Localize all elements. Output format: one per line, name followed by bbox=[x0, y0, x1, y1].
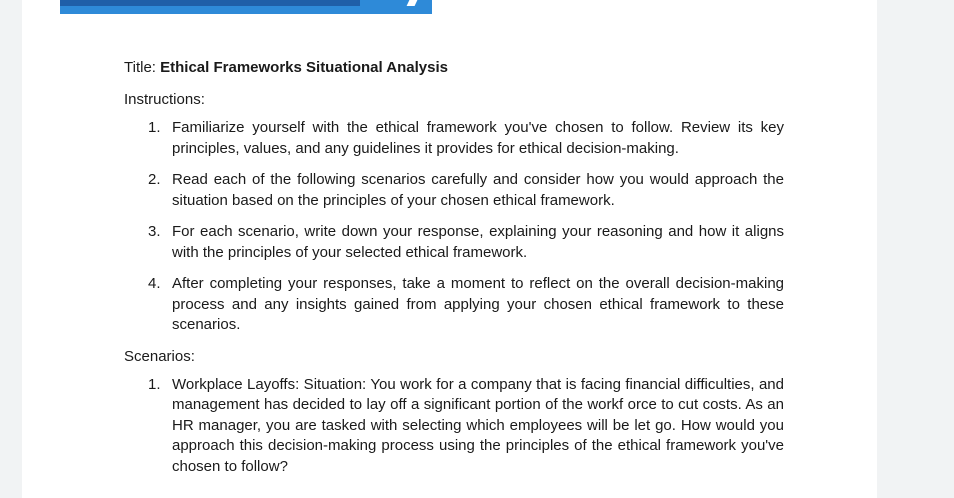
list-item-number: 3. bbox=[148, 223, 161, 240]
list-item bbox=[124, 222, 784, 263]
document-body bbox=[124, 58, 784, 477]
list-item-number: 1. bbox=[148, 119, 161, 136]
list-item-number: 4. bbox=[148, 275, 161, 292]
instructions-heading: Instructions: bbox=[124, 91, 205, 108]
list-item-text: Read each of the following scenarios carefully and consider how you would approach the situation based on the principles of your chosen ethical framework. bbox=[172, 171, 784, 209]
list-item bbox=[124, 375, 784, 478]
list-item-text: After completing your responses, take a moment to reflect on the overall decision-making process and any insights gained from applying your chosen ethical framework to these scenarios. bbox=[172, 275, 784, 333]
list-item-number: 1. bbox=[148, 375, 161, 393]
list-item bbox=[124, 170, 784, 211]
title-text: Ethical Frameworks Situational Analysis bbox=[160, 59, 448, 76]
list-item-number: 2. bbox=[148, 171, 161, 188]
scenarios-heading: Scenarios: bbox=[124, 347, 195, 365]
list-item-text: For each scenario, write down your response, explaining your reasoning and how it aligns with the principles of your selected ethical framework. bbox=[172, 223, 784, 261]
header-banner-accent bbox=[60, 0, 360, 6]
list-item-text: Familiarize yourself with the ethical framework you've chosen to follow. Review its key principles, values, and any guidelines it provides for ethical decision-making. bbox=[172, 119, 784, 157]
list-item bbox=[124, 274, 784, 336]
title-label: Title: bbox=[124, 59, 156, 76]
list-item bbox=[124, 118, 784, 159]
list-item-text: Workplace Layoffs: Situation: You work for a company that is facing financial difficulties, and management has decided to lay off a significant portion of the workf orce to cut costs. As an HR manager, you are tasked with selecting which employees will be let go. How would you approach this decision-making process using the principles of the ethical framework you've chosen to follow? bbox=[172, 375, 784, 475]
document-page bbox=[22, 0, 877, 498]
document-title bbox=[124, 58, 784, 78]
scenarios-list bbox=[124, 375, 784, 478]
instructions-list bbox=[124, 118, 784, 336]
